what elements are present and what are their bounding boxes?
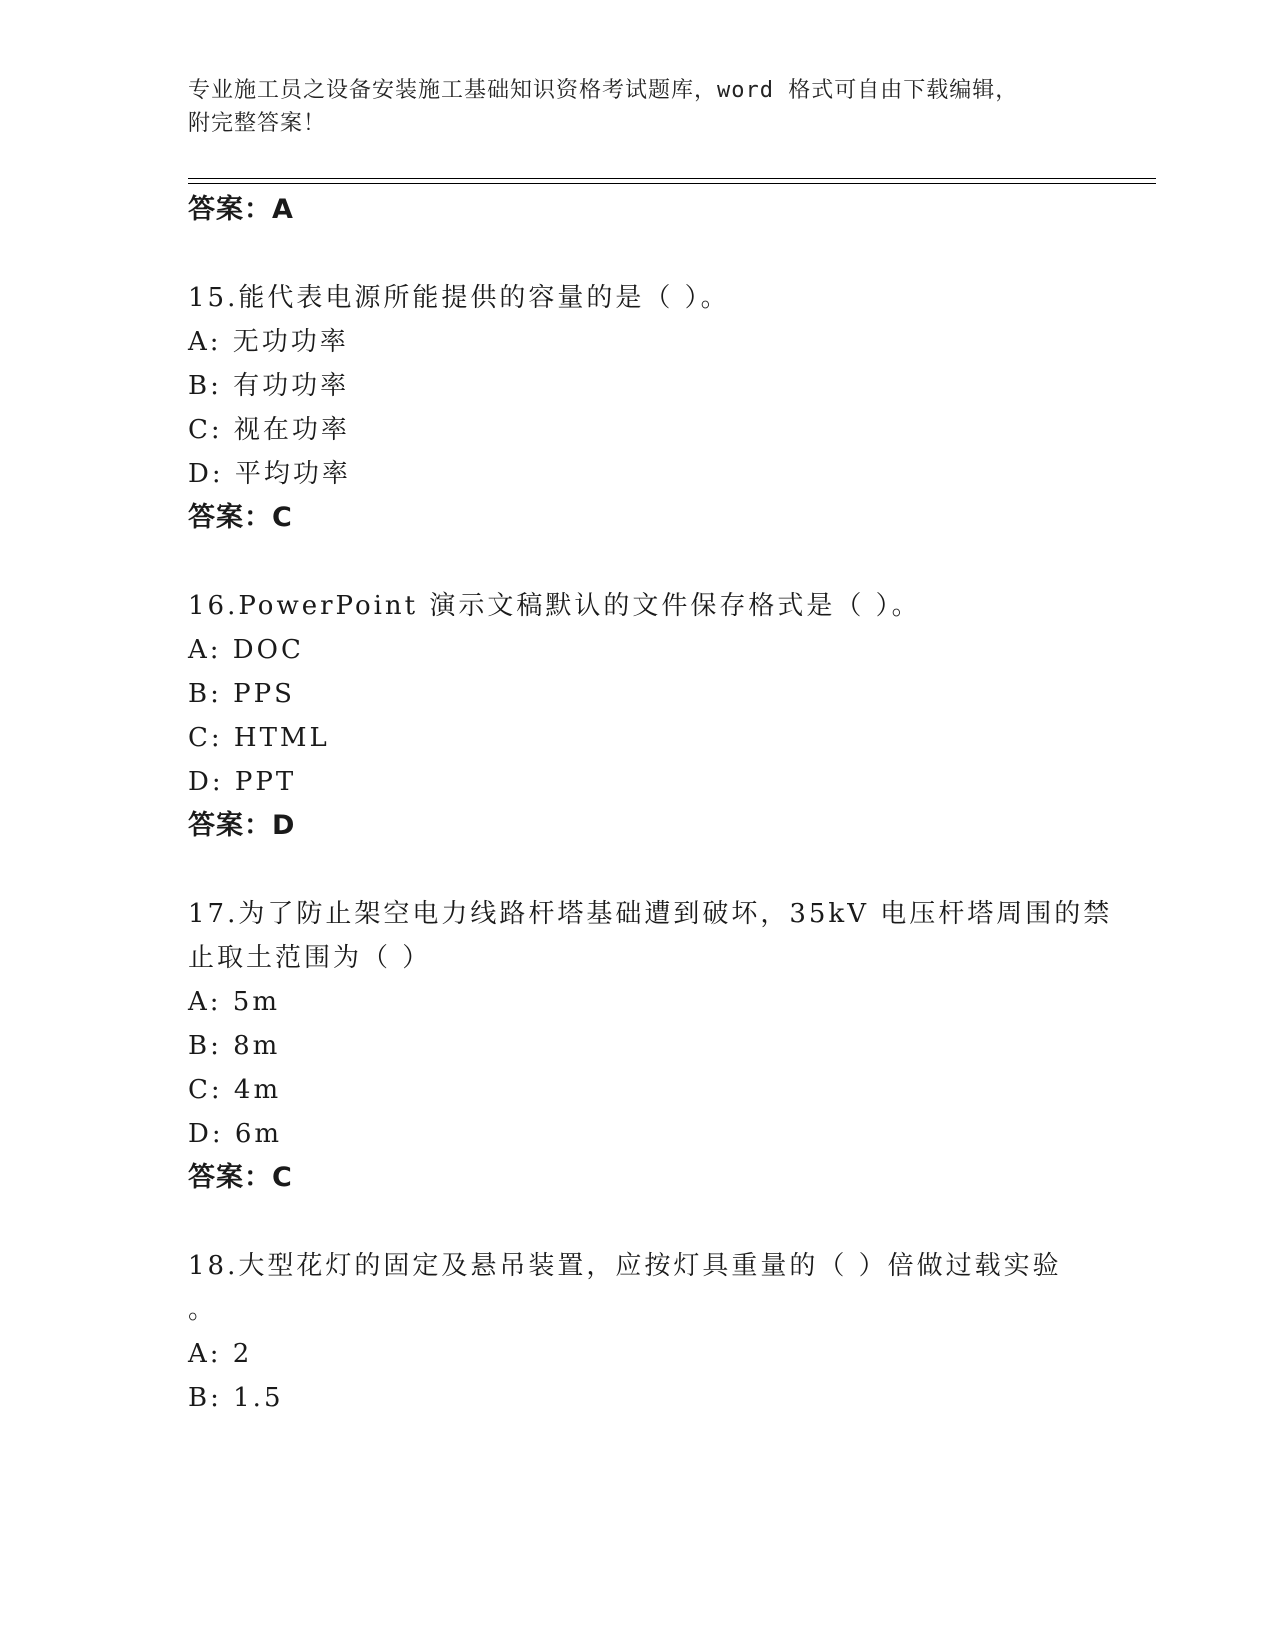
document-header bbox=[188, 74, 1088, 140]
question-stem: 17.为了防止架空电力线路杆塔基础遭到破坏，35kV 电压杆塔周围的禁 bbox=[188, 899, 1113, 929]
answer-line: 答案：D bbox=[188, 810, 296, 841]
option-a: A: 无功功率 bbox=[188, 327, 349, 357]
option-b: B: 1.5 bbox=[188, 1383, 284, 1413]
option-a: A: DOC bbox=[188, 635, 304, 665]
option-d: D: 6m bbox=[188, 1119, 283, 1149]
question-stem: 16.PowerPoint 演示文稿默认的文件保存格式是（ ）。 bbox=[188, 591, 921, 621]
option-a: A: 2 bbox=[188, 1339, 253, 1369]
option-c: C: 视在功率 bbox=[188, 415, 350, 445]
option-d: D: 平均功率 bbox=[188, 459, 351, 489]
header-divider-bottom bbox=[188, 183, 1156, 184]
header-line-1: 专业施工员之设备安装施工基础知识资格考试题库，word 格式可自由下载编辑， bbox=[188, 78, 1019, 103]
question-stem-continued: 止取土范围为（ ） bbox=[188, 943, 432, 973]
answer-line: 答案：C bbox=[188, 502, 293, 533]
option-c: C: 4m bbox=[188, 1075, 282, 1105]
option-b: B: PPS bbox=[188, 679, 295, 709]
option-d: D: PPT bbox=[188, 767, 297, 797]
option-b: B: 有功功率 bbox=[188, 371, 350, 401]
question-stem: 18.大型花灯的固定及悬吊装置，应按灯具重量的（ ）倍做过载实验 bbox=[188, 1251, 1062, 1281]
header-line-2: 附完整答案！ bbox=[188, 111, 327, 136]
option-c: C: HTML bbox=[188, 723, 330, 753]
question-stem: 15.能代表电源所能提供的容量的是（ ）。 bbox=[188, 283, 730, 313]
header-divider-top bbox=[188, 178, 1156, 179]
option-a: A: 5m bbox=[188, 987, 280, 1017]
answer-line: 答案：C bbox=[188, 1162, 293, 1193]
question-stem-continued: 。 bbox=[188, 1295, 218, 1325]
answer-line: 答案：A bbox=[188, 194, 294, 225]
option-b: B: 8m bbox=[188, 1031, 281, 1061]
